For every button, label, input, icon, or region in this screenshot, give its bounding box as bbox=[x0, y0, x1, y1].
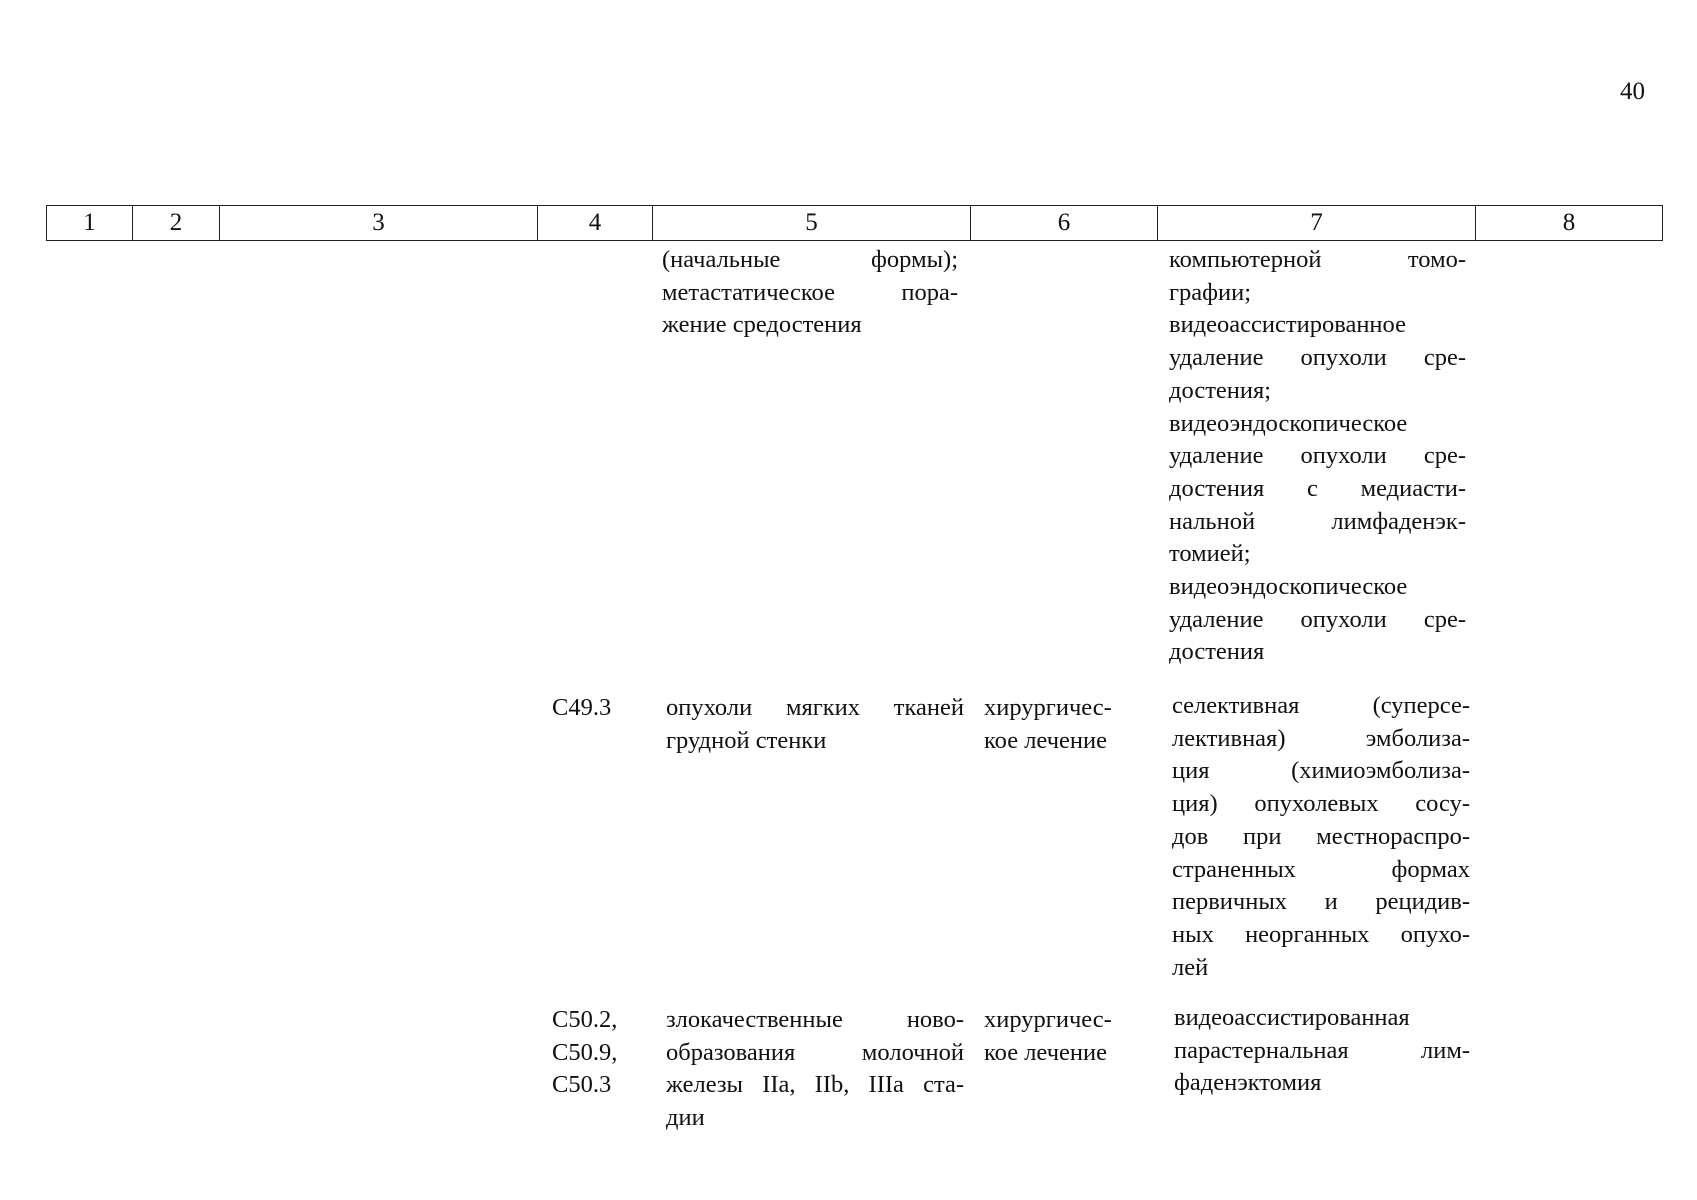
text-line: (начальные формы); bbox=[662, 246, 958, 273]
text-line: злокачественные ново- bbox=[666, 1006, 964, 1033]
text-line: достения с медиасти- bbox=[1169, 474, 1466, 502]
text-line: парастернальная лим- bbox=[1174, 1036, 1470, 1064]
text-line: страненных формах bbox=[1172, 855, 1470, 883]
text-line: дов при местнораспро- bbox=[1172, 822, 1470, 850]
icd-code: C50.2, bbox=[552, 1006, 618, 1033]
column-header-1: 1 bbox=[47, 206, 133, 241]
column-header-7: 7 bbox=[1158, 206, 1476, 241]
text-line: удаление опухоли сре- bbox=[1169, 605, 1466, 633]
row-c50-diagnosis bbox=[666, 1004, 964, 1135]
text-line: опухоли мягких тканей bbox=[666, 694, 964, 721]
text-line: хирургичес- bbox=[984, 1006, 1112, 1033]
column-number-header bbox=[46, 205, 1663, 241]
icd-code: C49.3 bbox=[552, 694, 612, 721]
column-header-8: 8 bbox=[1476, 206, 1663, 241]
text-line: достения bbox=[1169, 638, 1265, 666]
column-header-3: 3 bbox=[220, 206, 538, 241]
text-line: кое лечение bbox=[984, 1038, 1107, 1066]
column-header-6: 6 bbox=[971, 206, 1158, 241]
row-c49-treatment bbox=[984, 692, 1112, 757]
text-line: фаденэктомия bbox=[1174, 1069, 1322, 1097]
text-line: видеоэндоскопическое bbox=[1169, 409, 1408, 437]
text-line: ция) опухолевых сосу- bbox=[1172, 790, 1470, 818]
text-line: видеоассистированное bbox=[1169, 311, 1406, 339]
text-line: хирургичес- bbox=[984, 694, 1112, 721]
column-header-2: 2 bbox=[133, 206, 220, 241]
text-line: видеоэндоскопическое bbox=[1169, 573, 1408, 601]
text-line: удаление опухоли сре- bbox=[1169, 442, 1466, 470]
text-line: дии bbox=[666, 1104, 705, 1132]
row-c50-codes bbox=[552, 1004, 617, 1102]
text-line: видеоассистированная bbox=[1174, 1004, 1410, 1031]
text-line: удаление опухоли сре- bbox=[1169, 344, 1466, 372]
column-header-4: 4 bbox=[538, 206, 653, 241]
text-line: первичных и рецидив- bbox=[1172, 888, 1470, 916]
text-line: грудной стенки bbox=[666, 726, 827, 754]
text-line: лей bbox=[1172, 953, 1209, 981]
page-number: 40 bbox=[1620, 78, 1645, 105]
icd-code: C50.9, bbox=[552, 1038, 618, 1066]
text-line: метастатическое пора- bbox=[662, 278, 958, 306]
text-line: достения; bbox=[1169, 376, 1272, 404]
text-line: лективная) эмболиза- bbox=[1172, 724, 1470, 752]
row-c50-method bbox=[1174, 1002, 1470, 1100]
text-line: железы IIa, IIb, IIIa ста- bbox=[666, 1071, 964, 1099]
continuation-diagnosis bbox=[662, 244, 958, 342]
text-line: кое лечение bbox=[984, 726, 1107, 754]
text-line: нальной лимфаденэк- bbox=[1169, 507, 1466, 535]
row-c49-method bbox=[1172, 690, 1470, 984]
text-line: компьютерной томо- bbox=[1169, 246, 1466, 273]
continuation-method bbox=[1169, 244, 1466, 669]
text-line: образования молочной bbox=[666, 1038, 964, 1066]
text-line: селективная (суперсе- bbox=[1172, 692, 1470, 719]
text-line: ных неорганных опухо- bbox=[1172, 920, 1470, 948]
row-c49-diagnosis bbox=[666, 692, 964, 757]
text-line: ция (химиоэмболиза- bbox=[1172, 757, 1470, 785]
text-line: томией; bbox=[1169, 540, 1251, 568]
column-header-5: 5 bbox=[653, 206, 971, 241]
row-c50-treatment bbox=[984, 1004, 1112, 1069]
text-line: графии; bbox=[1169, 278, 1252, 306]
text-line: жение средостения bbox=[662, 311, 862, 339]
icd-code: C50.3 bbox=[552, 1071, 612, 1099]
